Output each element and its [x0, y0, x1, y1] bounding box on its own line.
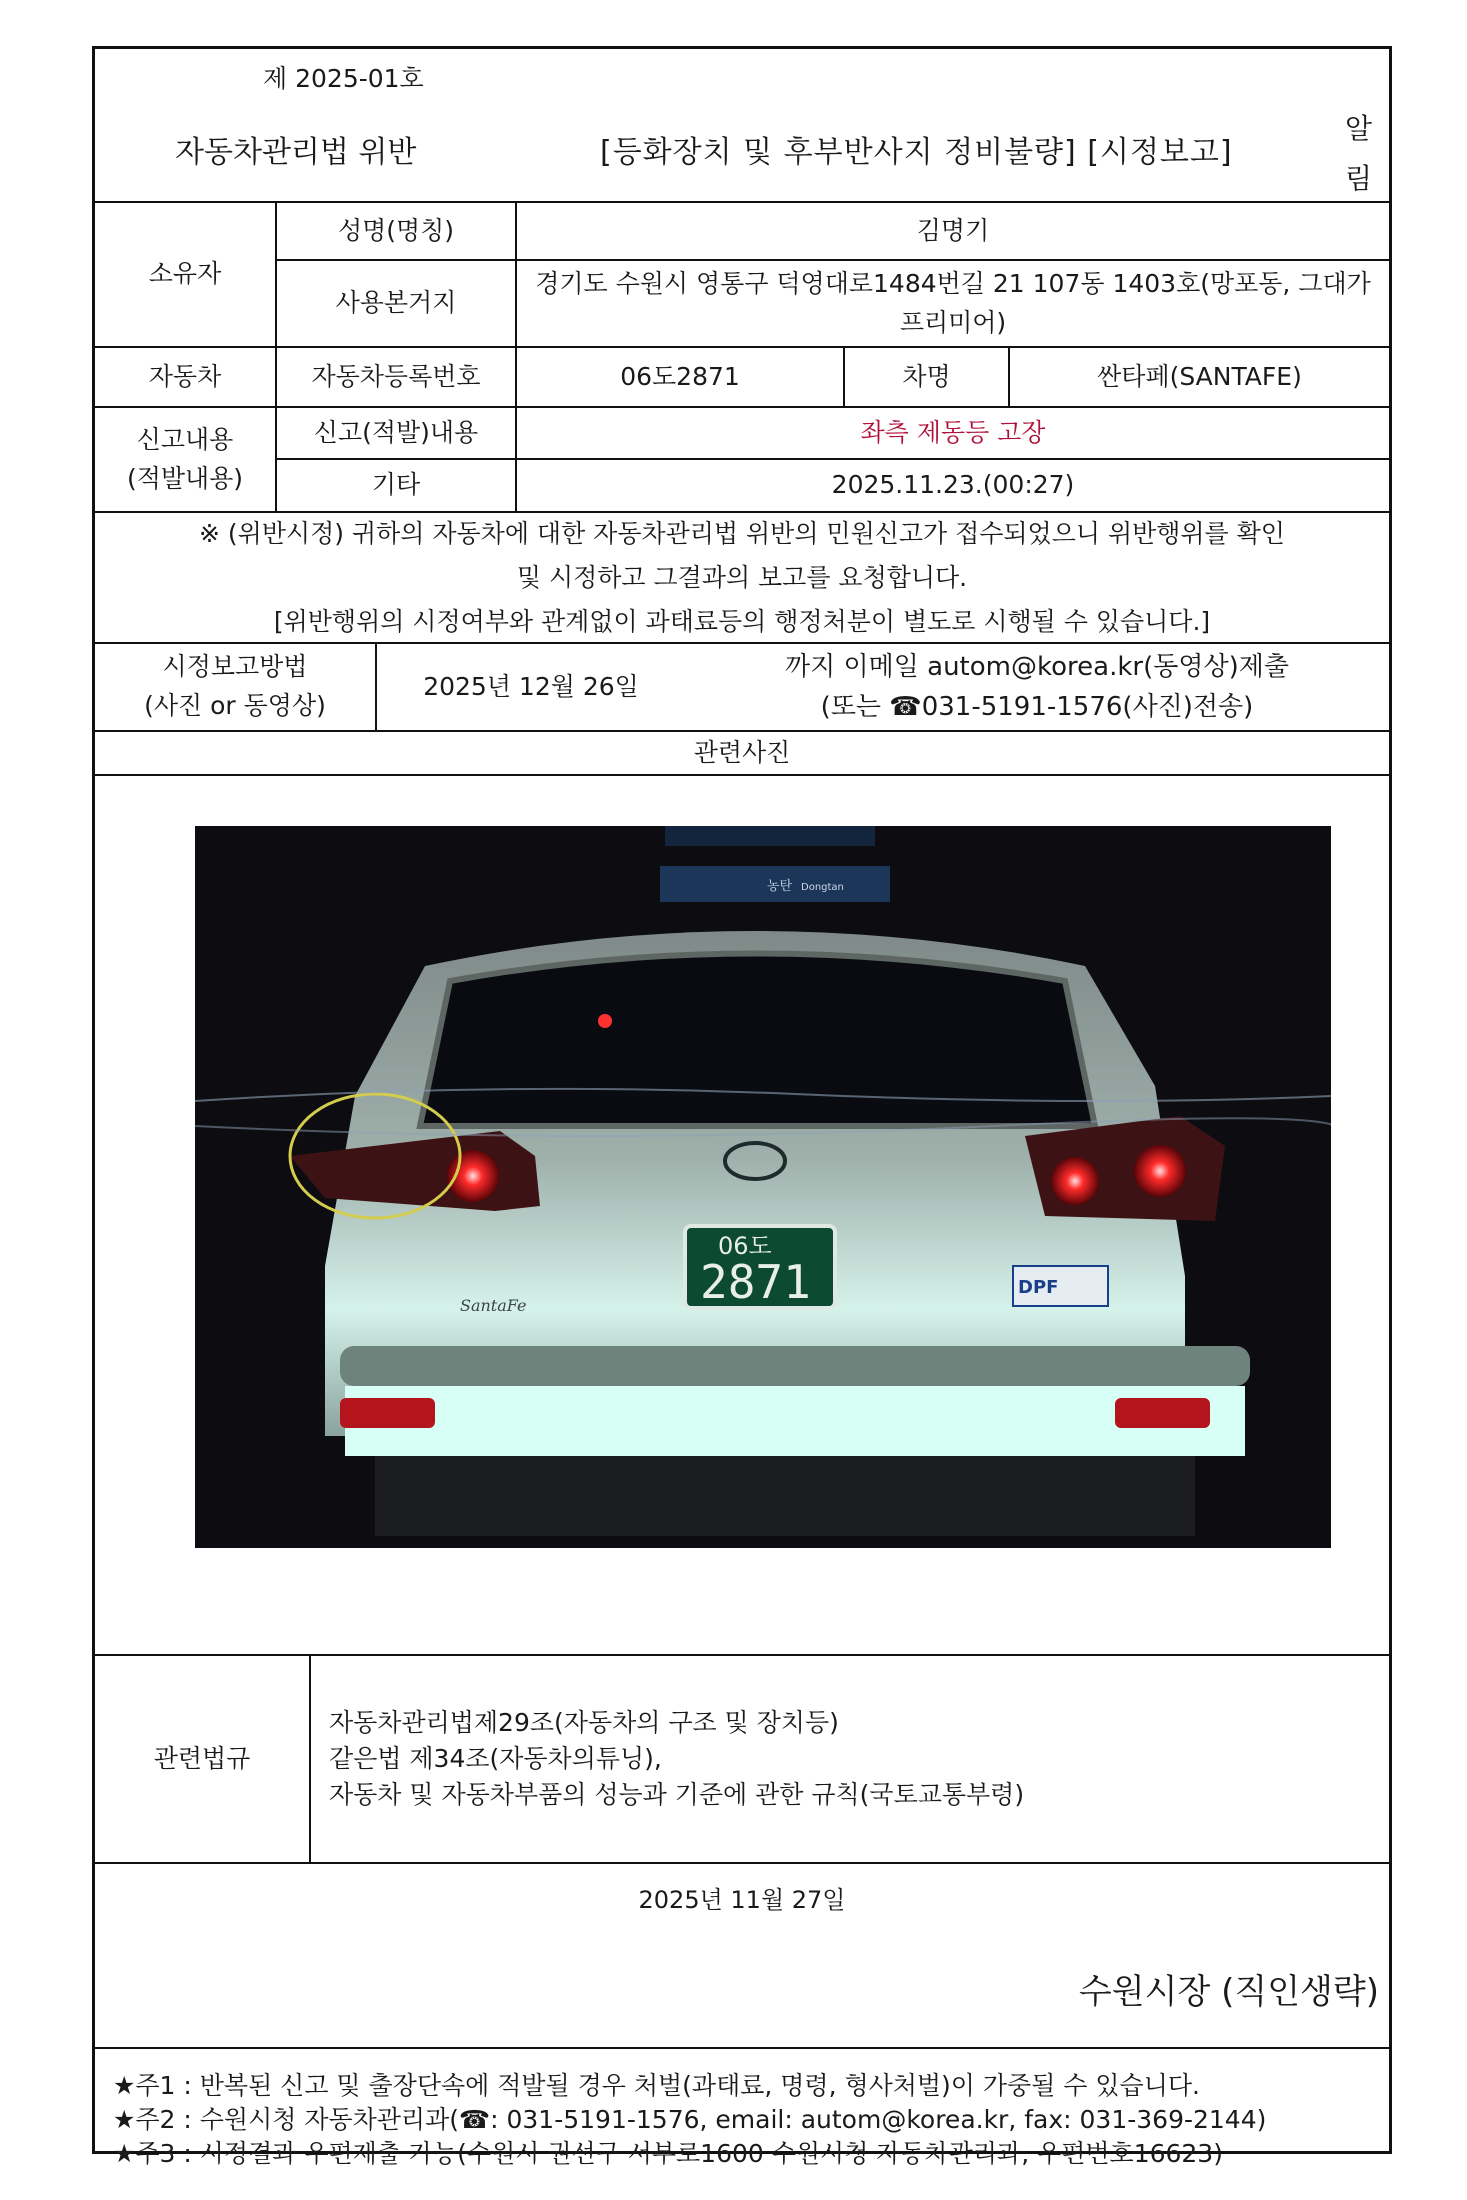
footnote-1: ★주1 : 반복된 신고 및 출장단속에 적발될 경우 처벌(과태료, 명령, 형사처벌)이 가중될 수 있습니다. — [113, 2071, 1200, 2100]
violation-datetime-text: 2025.11.23.(00:27) — [831, 470, 1075, 500]
laws-label — [95, 1656, 309, 1862]
sign-text-2: Dongtan — [801, 882, 844, 893]
footnote-3: ★주3 : 시정결과 우편제출 가능(수원시 권선구 서부로1600 수원시청 자동차관리과, 우편번호16623) — [113, 2139, 1223, 2168]
vehicle-row — [95, 348, 1389, 408]
notice-char-2: 림 — [1345, 162, 1373, 195]
law-title: 자동차관리법 위반 — [175, 135, 417, 170]
method-label-2: (사진 or 동영상) — [144, 691, 326, 720]
footnotes — [113, 2069, 1266, 2171]
reg-label — [275, 348, 515, 406]
name-label — [277, 203, 515, 259]
notice-text — [95, 513, 1389, 642]
photo-label-row — [95, 732, 1389, 776]
address-label-text: 사용본거지 — [335, 288, 457, 318]
model-label-text: 차명 — [902, 361, 951, 391]
submission-instructions — [685, 644, 1389, 730]
method-label — [95, 644, 375, 730]
notice-row — [95, 513, 1389, 644]
evidence-photo — [195, 826, 1331, 1548]
issue-date: 2025년 11월 27일 — [638, 1886, 846, 1914]
document-number: 제 2025-01호 — [263, 64, 424, 93]
law-line-1: 자동차관리법제29조(자동차의 구조 및 장치등) — [329, 1708, 839, 1737]
vehicle-section-text: 자동차 — [148, 361, 222, 391]
instruction-line-2: (또는 ☎031-5191-1576(사진)전송) — [820, 692, 1254, 722]
etc-label — [277, 460, 515, 511]
signature-row — [95, 1864, 1389, 2049]
violation-content — [517, 408, 1389, 458]
deadline-date — [375, 644, 685, 730]
vehicle-model-text: 싼타페(SANTAFE) — [1097, 361, 1302, 391]
photo-row — [95, 776, 1389, 1656]
laws-label-text: 관련법규 — [153, 1743, 251, 1773]
address-line-2: 프리미어) — [899, 307, 1007, 337]
plate-top-text: 06도 — [718, 1232, 772, 1260]
instruction-line-1: 까지 이메일 autom@korea.kr(동영상)제출 — [785, 651, 1289, 682]
notice-line-2: 및 시정하고 그결과의 보고를 요청합니다. — [516, 562, 968, 592]
reg-number — [515, 348, 843, 406]
form-frame — [92, 46, 1392, 2168]
laws-row — [95, 1656, 1389, 1864]
footnote-2: ★주2 : 수원시청 자동차관리과(☎: 031-5191-1576, email: autom@korea.kr, fax: 031-369-2144) — [113, 2105, 1267, 2134]
content-label-text: 신고(적발)내용 — [313, 417, 479, 447]
address-line-1: 경기도 수원시 영통구 덕영대로1484번길 21 107동 1403호(망포동, 그대가 — [535, 268, 1371, 298]
report-section-text-2: (적발내용) — [126, 463, 244, 493]
notice-char-1: 알 — [1345, 112, 1373, 145]
vehicle-section-label — [95, 348, 275, 406]
report-section-label — [95, 408, 275, 511]
subject-title: [등화장치 및 후부반사지 정비불량] [시정보고] — [600, 135, 1233, 170]
etc-label-text: 기타 — [371, 470, 421, 500]
report-section-text-1: 신고내용 — [136, 424, 234, 454]
owner-name — [517, 203, 1389, 259]
model-label — [843, 348, 1008, 406]
owner-section-label — [95, 203, 275, 346]
vehicle-model — [1008, 348, 1389, 406]
owner-address — [517, 261, 1389, 346]
content-label — [277, 408, 515, 458]
address-label — [277, 261, 515, 346]
notice-line-3: [위반행위의 시정여부와 관계없이 과태료등의 행정처분이 별도로 시행될 수 있습니다.] — [273, 606, 1211, 636]
reg-label-text: 자동차등록번호 — [311, 361, 481, 391]
photo-label-text: 관련사진 — [693, 737, 791, 767]
report-row — [95, 408, 1389, 513]
car-rear-image — [195, 826, 1331, 1548]
owner-row — [95, 203, 1389, 348]
reg-number-text: 06도2871 — [620, 361, 740, 391]
laws-content — [309, 1656, 1389, 1862]
owner-name-text: 김명기 — [916, 215, 990, 245]
law-line-2: 같은법 제34조(자동차의튜닝), — [329, 1744, 662, 1773]
sign-text: 농탄 — [767, 879, 793, 894]
issuer: 수원시장 (직인생략) — [1078, 1972, 1379, 2012]
method-label-1: 시정보고방법 — [162, 652, 308, 682]
violation-datetime — [517, 460, 1389, 511]
violation-content-text: 좌측 제동등 고장 — [860, 417, 1046, 447]
law-line-3: 자동차 및 자동차부품의 성능과 기준에 관한 규칙(국토교통부령) — [329, 1780, 1025, 1809]
name-label-text: 성명(명칭) — [337, 215, 455, 245]
owner-section-text: 소유자 — [148, 259, 222, 289]
photo-label — [95, 732, 1389, 774]
deadline-date-text: 2025년 12월 26일 — [423, 671, 639, 701]
notice-line-1: ※ (위반시정) 귀하의 자동차에 대한 자동차관리법 위반의 민원신고가 접수되었으니 위반행위를 확인 — [199, 518, 1285, 548]
method-row — [95, 644, 1389, 732]
model-emblem: SantaFe — [460, 1296, 527, 1315]
header-row — [95, 49, 1389, 203]
laws-list — [329, 1705, 1024, 1813]
plate-number-text: 2871 — [700, 1255, 811, 1309]
dpf-badge: DPF — [1018, 1277, 1059, 1298]
